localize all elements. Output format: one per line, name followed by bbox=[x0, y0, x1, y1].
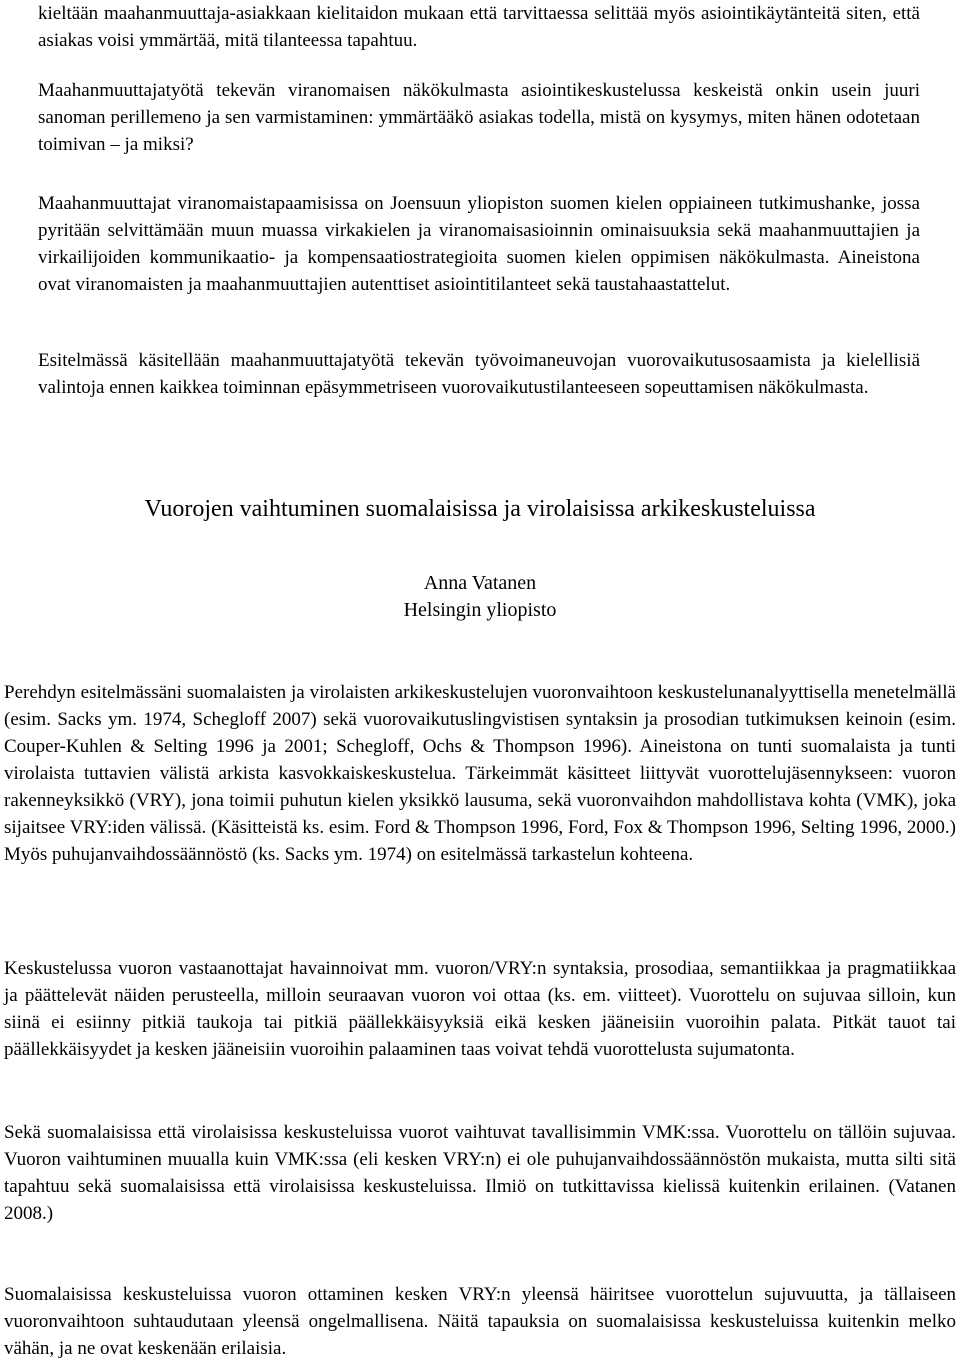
abstract-paragraph: Keskustelussa vuoron vastaanottajat havainnoivat mm. vuoron/VRY:n syntaksia, prosodiaa, semantiikkaa ja pragmatiikkaa ja päättelevät näiden perusteella, milloin seuraavan vuoron voi ottaa (ks. em. viitteet). Vuorottelu on sujuvaa silloin, kun siinä ei esiinny pitkiä taukoja tai pitkiä päällekkäisyyksiä eikä kesken jääneisiin vuoroihin palata. Pitkät tauot tai päällekkäisyydet ja kesken jääneisiin vuoroihin palaaminen taas voivat tehdä vuorottelusta sujumatonta. bbox=[4, 958, 956, 1060]
body-paragraph: Maahanmuuttajatyötä tekevän viranomaisen näkökulmasta asiointikeskustelussa keskeistä onkin usein juuri sanoman perillemeno ja sen varmistaminen: ymmärtääkö asiakas todella, mistä on kysymys, miten hänen odotetaan toimivan – ja miksi? bbox=[38, 80, 920, 155]
body-paragraph: Esitelmässä käsitellään maahanmuuttajatyötä tekevän työvoimaneuvojan vuorovaikutusosaamista ja kielellisiä valintoja ennen kaikkea toiminnan epäsymmetriseen vuorovaikutustilanteeseen sopeuttamisen näkökulmasta. bbox=[38, 350, 920, 398]
abstract-paragraph: Perehdyn esitelmässäni suomalaisten ja virolaisten arkikeskustelujen vuoronvaihtoon keskustelunanalyyttisella menetelmällä (esim. Sacks ym. 1974, Schegloff 2007) sekä vuorovaikutuslingvistisen syntaksin ja prosodian tutkimuksen keinoin (esim. Couper-Kuhlen & Selting 1996 ja 2001; Schegloff, Ochs & Thompson 1996). Aineistona on tunti suomalaista ja tunti virolaista tuttavien välistä arkista kasvokkaiskeskustelua. Tärkeimmät käsitteet liittyvät vuorottelujäsennykseen: vuoron rakenneyksikkö (VRY), jona toimii puhutun kielen yksikkö lausuma, sekä vuoronvaihdon mahdollistava kohta (VMK), joka sijaitsee VRY:iden välissä. (Käsitteistä ks. esim. Ford & Thompson 1996, Ford, Fox & Thompson 1996, Selting 1996, 2000.) Myös puhujanvaihdossäännöstö (ks. Sacks ym. 1974) on esitelmässä tarkastelun kohteena. bbox=[4, 682, 956, 865]
abstract-title: Vuorojen vaihtuminen suomalaisissa ja virolaisissa arkikeskusteluissa bbox=[144, 496, 816, 522]
author-name: Anna Vatanen bbox=[423, 572, 537, 594]
abstract-paragraph: Sekä suomalaisissa että virolaisissa keskusteluissa vuorot vaihtuvat tavallisimmin VMK:ssa. Vuorottelu on tällöin sujuvaa. Vuoron vaihtuminen muualla kuin VMK:ssa (eli kesken VRY:n) ei ole puhujanvaihdossäännöstön mukaista, mutta silti sitä tapahtuu sekä suomalaisissa että virolaisissa keskusteluissa. Ilmiö on tutkittavissa kielissä kuitenkin erilainen. (Vatanen 2008.) bbox=[4, 1122, 956, 1224]
body-paragraph: kieltään maahanmuuttaja-asiakkaan kielitaidon mukaan että tarvittaessa selittää myös asiointikäytänteitä siten, että asiakas voisi ymmärtää, mitä tilanteessa tapahtuu. bbox=[38, 3, 920, 51]
body-paragraph: Maahanmuuttajat viranomaistapaamisissa on Joensuun yliopiston suomen kielen oppiaineen tutkimushanke, jossa pyritään selvittämään muun muassa virkakielen ja viranomaisasioinnin ominaisuuksia sekä maahanmuuttajien ja virkailijoiden kommunikaatio- ja kompensaatiostrategioita suomen kielen oppimisen näkökulmasta. Aineistona ovat viranomaisten ja maahanmuuttajien autenttiset asiointitilanteet sekä taustahaastattelut. bbox=[38, 193, 920, 295]
abstract-paragraph: Suomalaisissa keskusteluissa vuoron ottaminen kesken VRY:n yleensä häiritsee vuorottelun sujuvuutta, ja tällaiseen vuoronvaihtoon suhtaudutaan yleensä ongelmallisena. Näitä tapauksia on suomalaisissa keskusteluissa kuitenkin melko vähän, ja ne ovat keskenään erilaisia. bbox=[4, 1284, 956, 1359]
author-affiliation: Helsingin yliopisto bbox=[403, 599, 557, 621]
